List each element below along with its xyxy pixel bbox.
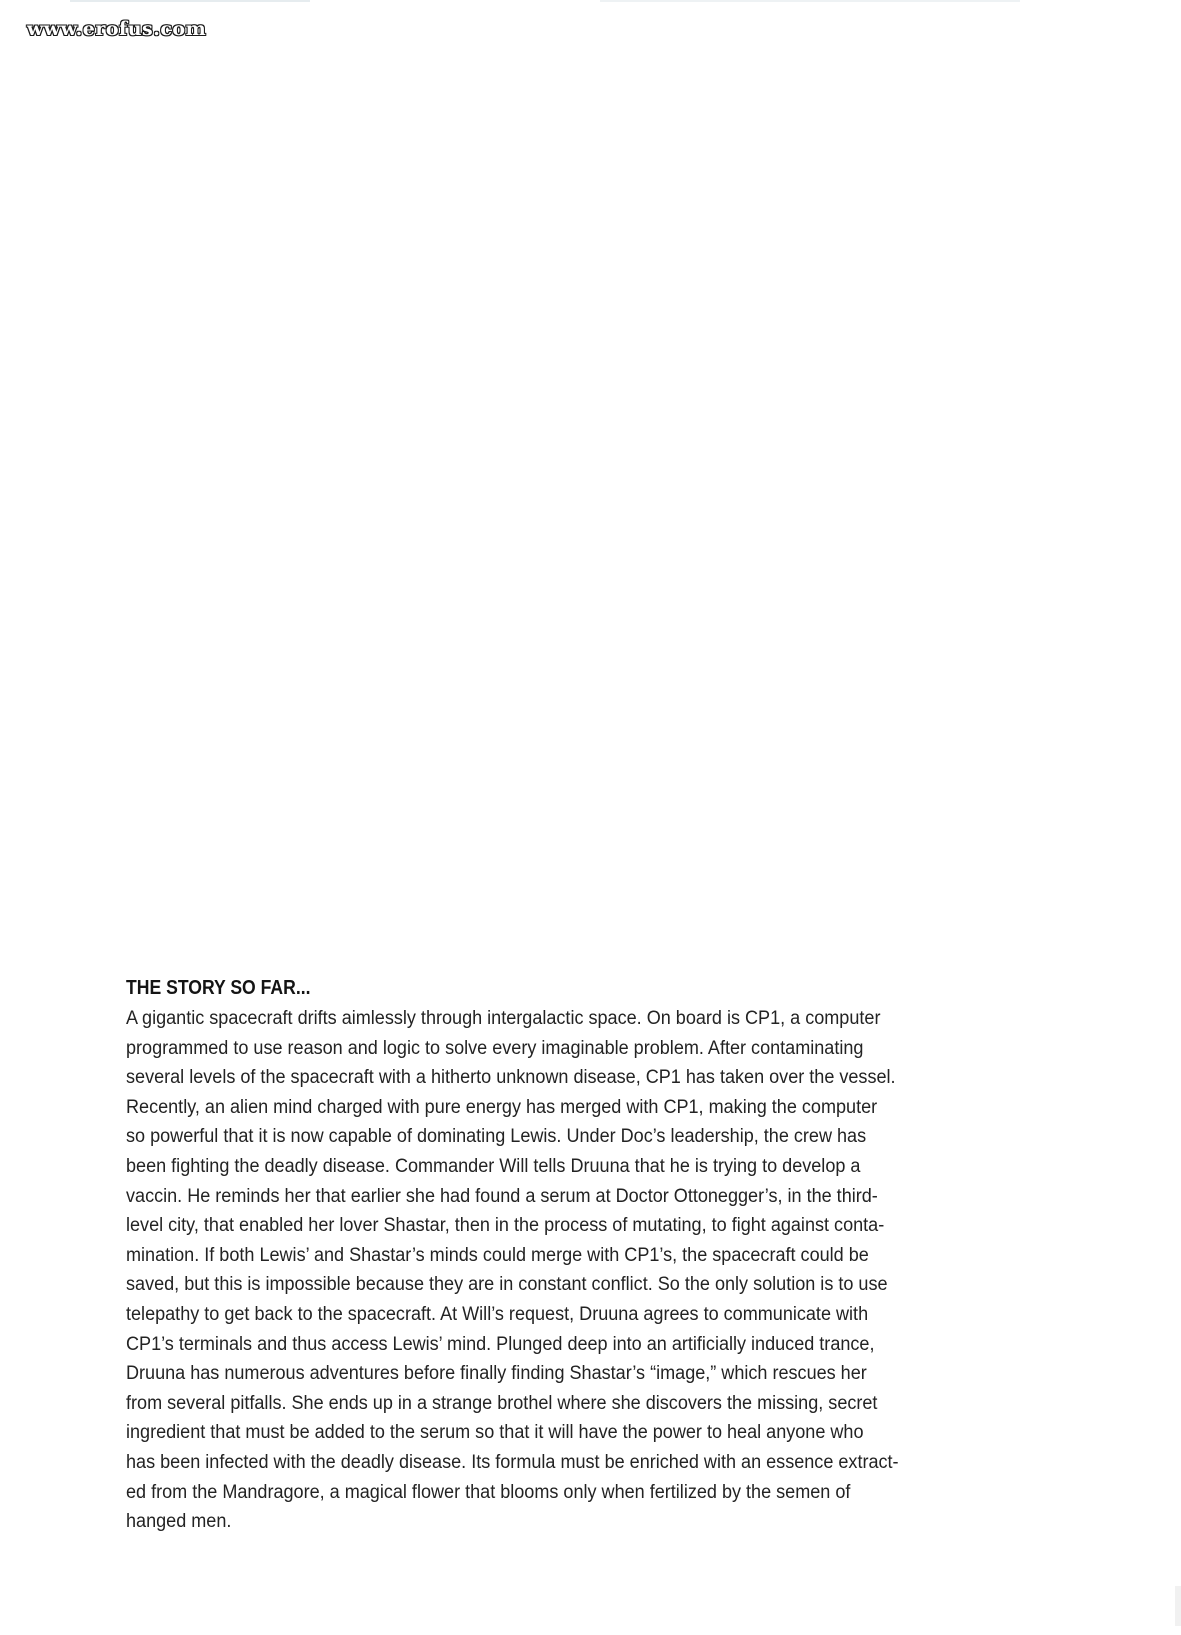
story-line: saved, but this is impossible because they are in constant conflict. So the only solution is to use [126, 1274, 888, 1296]
story-line: mination. If both Lewis’ and Shastar’s minds could merge with CP1’s, the spacecraft could be [126, 1244, 869, 1266]
story-line: vaccin. He reminds her that earlier she had found a serum at Doctor Ottonegger’s, in the third- [126, 1185, 878, 1207]
story-line: ingredient that must be added to the serum so that it will have the power to heal anyone who [126, 1422, 864, 1444]
story-body [126, 1004, 1061, 1537]
site-watermark: www.erofus.com [27, 18, 207, 40]
story-line: CP1’s terminals and thus access Lewis’ mind. Plunged deep into an artificially induced trance, [126, 1333, 875, 1355]
story-line: Druuna has numerous adventures before finally finding Shastar’s “image,” which rescues her [126, 1363, 867, 1385]
story-line: been fighting the deadly disease. Commander Will tells Druuna that he is trying to develop a [126, 1155, 861, 1177]
story-so-far-section [126, 975, 1061, 1537]
story-line: from several pitfalls. She ends up in a strange brothel where she discovers the missing, secret [126, 1392, 878, 1414]
story-line: so powerful that it is now capable of dominating Lewis. Under Doc’s leadership, the crew has [126, 1126, 867, 1148]
story-line: Recently, an alien mind charged with pure energy has merged with CP1, making the computer [126, 1096, 878, 1118]
page-edge-shadow [1175, 1586, 1181, 1626]
story-line: several levels of the spacecraft with a hitherto unknown disease, CP1 has taken over the vessel. [126, 1067, 896, 1089]
story-line: A gigantic spacecraft drifts aimlessly through intergalactic space. On board is CP1, a computer [126, 1008, 881, 1029]
story-line: programmed to use reason and logic to solve every imaginable problem. After contaminating [126, 1037, 864, 1059]
story-line: telepathy to get back to the spacecraft. At Will’s request, Druuna agrees to communicate with [126, 1303, 869, 1325]
story-line: hanged men. [126, 1511, 232, 1533]
story-line: has been infected with the deadly disease. Its formula must be enriched with an essence extract- [126, 1451, 899, 1473]
story-line: level city, that enabled her lover Shastar, then in the process of mutating, to fight against conta- [126, 1215, 885, 1237]
story-heading: THE STORY SO FAR... [126, 977, 311, 999]
top-border-left [70, 0, 310, 2]
story-line: ed from the Mandragore, a magical flower that blooms only when fertilized by the semen of [126, 1481, 851, 1503]
top-border-right [600, 0, 1020, 2]
